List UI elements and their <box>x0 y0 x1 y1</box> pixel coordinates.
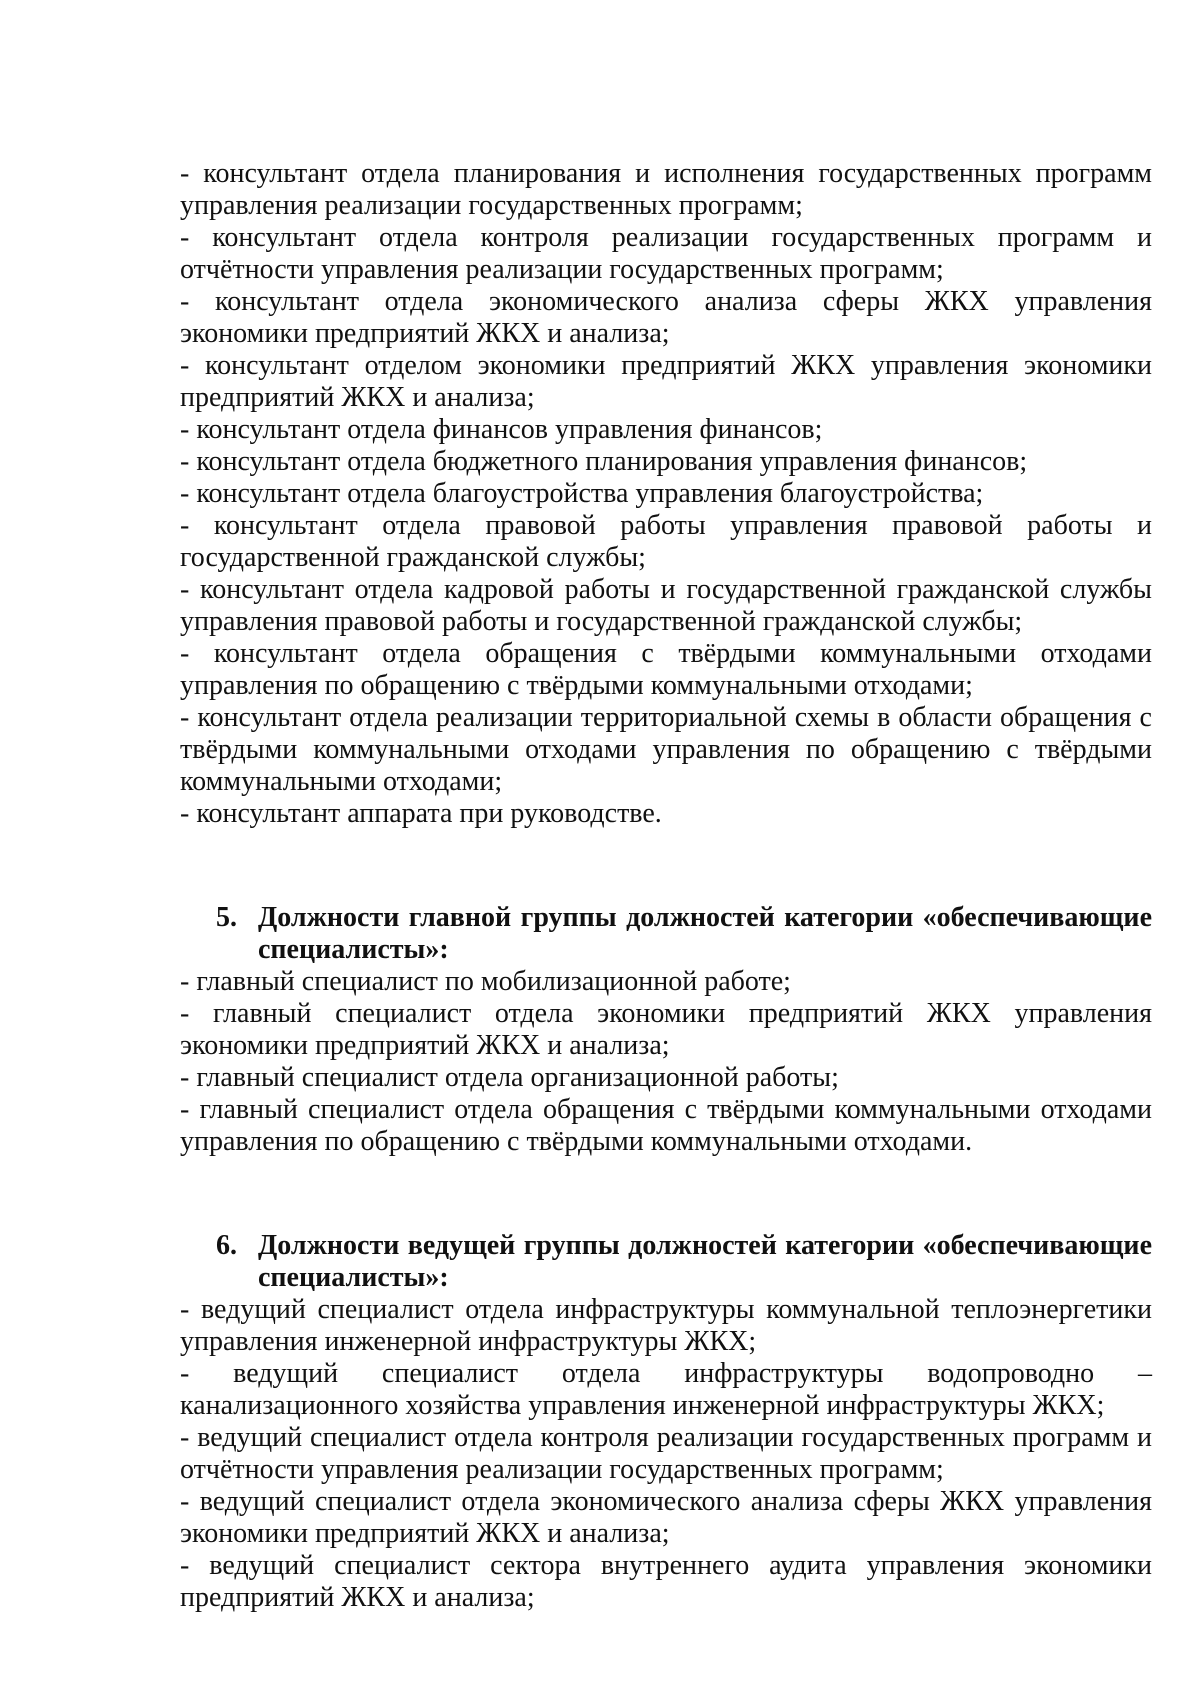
list-item: - консультант аппарата при руководстве. <box>180 798 662 829</box>
section-title: Должности главной группы должностей категории «обеспечивающие специалисты»: <box>258 902 1152 965</box>
list-item: - консультант отдела благоустройства управления благоустройства; <box>180 478 984 509</box>
section-title: Должности ведущей группы должностей категории «обеспечивающие специалисты»: <box>258 1230 1152 1293</box>
list-item: - ведущий специалист сектора внутреннего аудита управления экономики предприятий ЖКХ и анализа; <box>180 1550 1152 1613</box>
list-item: - консультант отдела планирования и исполнения государственных программ управления реализации государственных программ; <box>180 158 1152 221</box>
section-5 <box>180 902 1152 1158</box>
list-item: - консультант отделом экономики предприятий ЖКХ управления экономики предприятий ЖКХ и анализа; <box>180 350 1152 413</box>
section-4-list <box>180 158 1152 830</box>
list-item: - главный специалист отдела обращения с твёрдыми коммунальными отходами управления по обращению с твёрдыми коммунальными отходами. <box>180 1094 1152 1157</box>
list-item: - консультант отдела правовой работы управления правовой работы и государственной гражданской службы; <box>180 510 1152 573</box>
list-item: - главный специалист отдела организационной работы; <box>180 1062 839 1093</box>
section-number: 6. <box>216 1230 237 1261</box>
section-heading <box>180 902 1152 966</box>
list-item: - ведущий специалист отдела инфраструктуры водопроводно – канализационного хозяйства управления инженерной инфраструктуры ЖКХ; <box>180 1358 1152 1421</box>
section-6 <box>180 1230 1152 1614</box>
list-item: - консультант отдела экономического анализа сферы ЖКХ управления экономики предприятий ЖКХ и анализа; <box>180 286 1152 349</box>
list-item: - консультант отдела финансов управления финансов; <box>180 414 823 445</box>
list-item: - консультант отдела обращения с твёрдыми коммунальными отходами управления по обращению с твёрдыми коммунальными отходами; <box>180 638 1152 701</box>
list-item: - главный специалист по мобилизационной работе; <box>180 966 791 997</box>
list-item: - ведущий специалист отдела экономического анализа сферы ЖКХ управления экономики предприятий ЖКХ и анализа; <box>180 1486 1152 1549</box>
section-spacer <box>180 830 1152 902</box>
list-item: - главный специалист отдела экономики предприятий ЖКХ управления экономики предприятий ЖКХ и анализа; <box>180 998 1152 1061</box>
list-item: - консультант отдела контроля реализации государственных программ и отчётности управления реализации государственных программ; <box>180 222 1152 285</box>
document-body <box>180 158 1152 1614</box>
section-number: 5. <box>216 902 237 933</box>
section-spacer <box>180 1158 1152 1230</box>
list-item: - ведущий специалист отдела контроля реализации государственных программ и отчётности управления реализации государственных программ; <box>180 1422 1152 1485</box>
section-heading <box>180 1230 1152 1294</box>
list-item: - консультант отдела бюджетного планирования управления финансов; <box>180 446 1028 477</box>
list-item: - ведущий специалист отдела инфраструктуры коммунальной теплоэнергетики управления инженерной инфраструктуры ЖКХ; <box>180 1294 1152 1357</box>
list-item: - консультант отдела кадровой работы и государственной гражданской службы управления правовой работы и государственной гражданской службы; <box>180 574 1152 637</box>
list-item: - консультант отдела реализации территориальной схемы в области обращения с твёрдыми коммунальными отходами управления по обращению с твёрдыми коммунальными отходами; <box>180 702 1152 797</box>
